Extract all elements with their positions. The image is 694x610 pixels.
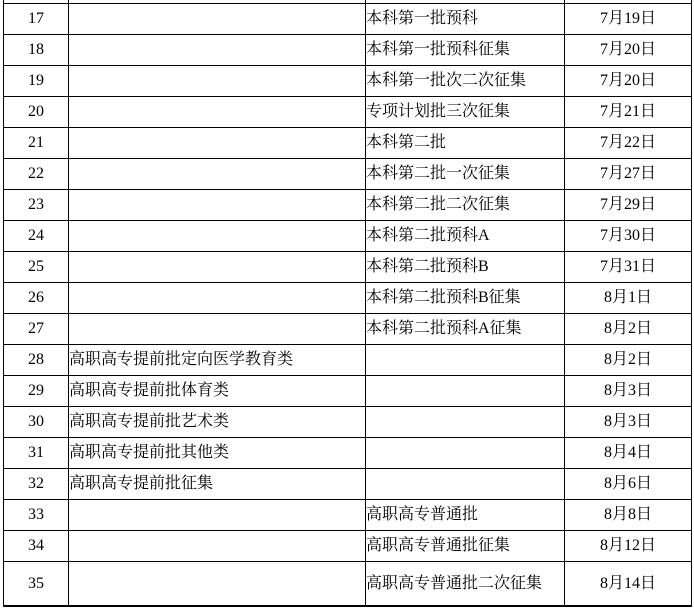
- cell-row-number: 32: [4, 469, 69, 500]
- cell-date: 8月14日: [565, 562, 692, 607]
- cell-advance-batch: 高职高专提前批其他类: [69, 438, 366, 469]
- cell-date: 7月21日: [565, 97, 692, 128]
- cell-row-number: 21: [4, 128, 69, 159]
- table-row: [4, 4, 692, 35]
- table-row: [4, 469, 692, 500]
- cell-batch: 高职高专普通批二次征集: [366, 562, 565, 607]
- cell-advance-batch: [69, 4, 366, 35]
- cell-row-number: 26: [4, 283, 69, 314]
- cell-row-number: 35: [4, 562, 69, 607]
- cell-date: 8月3日: [565, 407, 692, 438]
- cell-batch: [366, 345, 565, 376]
- cell-date: 8月2日: [565, 314, 692, 345]
- cell-date: 7月22日: [565, 128, 692, 159]
- cell-advance-batch: [69, 97, 366, 128]
- cell-batch: 本科第二批二次征集: [366, 190, 565, 221]
- table-row: [4, 500, 692, 531]
- cell-row-number: 28: [4, 345, 69, 376]
- cell-advance-batch: 高职高专提前批定向医学教育类: [69, 345, 366, 376]
- cell-date: 7月20日: [565, 35, 692, 66]
- table-row: [4, 97, 692, 128]
- cell-row-number: 23: [4, 190, 69, 221]
- table-row: [4, 438, 692, 469]
- cell-date: 7月19日: [565, 4, 692, 35]
- cell-batch: 本科第二批预科A征集: [366, 314, 565, 345]
- cell-advance-batch: [69, 190, 366, 221]
- cell-row-number: 20: [4, 97, 69, 128]
- cell-row-number: 22: [4, 159, 69, 190]
- cell-batch: 本科第二批: [366, 128, 565, 159]
- cell-row-number: 24: [4, 221, 69, 252]
- cell-advance-batch: [69, 314, 366, 345]
- cell-advance-batch: [69, 159, 366, 190]
- cell-row-number: 19: [4, 66, 69, 97]
- cell-date: 8月4日: [565, 438, 692, 469]
- cell-batch: 高职高专普通批: [366, 500, 565, 531]
- cell-advance-batch: [69, 66, 366, 97]
- cell-row-number: 30: [4, 407, 69, 438]
- table-row: [4, 159, 692, 190]
- cell-date: 8月1日: [565, 283, 692, 314]
- cell-row-number: 29: [4, 376, 69, 407]
- cell-date: 7月29日: [565, 190, 692, 221]
- cell-advance-batch: [69, 283, 366, 314]
- cell-advance-batch: [69, 221, 366, 252]
- cell-advance-batch: [69, 128, 366, 159]
- cell-row-number: 25: [4, 252, 69, 283]
- cell-date: 8月12日: [565, 531, 692, 562]
- table-row: [4, 376, 692, 407]
- cell-advance-batch: 高职高专提前批艺术类: [69, 407, 366, 438]
- cell-advance-batch: [69, 500, 366, 531]
- table-row: [4, 407, 692, 438]
- cell-date: 8月2日: [565, 345, 692, 376]
- table-row: [4, 345, 692, 376]
- cell-batch: 本科第一批次二次征集: [366, 66, 565, 97]
- cell-batch: 本科第一批预科: [366, 4, 565, 35]
- cell-batch: [366, 438, 565, 469]
- cell-row-number: 17: [4, 4, 69, 35]
- table-row: [4, 66, 692, 97]
- cell-batch: [366, 407, 565, 438]
- cell-batch: 本科第二批预科A: [366, 221, 565, 252]
- cell-batch: [366, 376, 565, 407]
- cell-row-number: 27: [4, 314, 69, 345]
- cell-row-number: 34: [4, 531, 69, 562]
- table-row: [4, 252, 692, 283]
- table-row: [4, 283, 692, 314]
- cell-batch: [366, 469, 565, 500]
- cell-batch: 本科第二批一次征集: [366, 159, 565, 190]
- cell-advance-batch: 高职高专提前批征集: [69, 469, 366, 500]
- cell-advance-batch: [69, 35, 366, 66]
- cell-date: 8月8日: [565, 500, 692, 531]
- cell-row-number: 31: [4, 438, 69, 469]
- table-row: [4, 35, 692, 66]
- cell-batch: 本科第二批预科B征集: [366, 283, 565, 314]
- cell-batch: 高职高专普通批征集: [366, 531, 565, 562]
- cell-advance-batch: [69, 562, 366, 607]
- cell-date: 7月31日: [565, 252, 692, 283]
- cell-date: 7月20日: [565, 66, 692, 97]
- cell-row-number: 33: [4, 500, 69, 531]
- cell-advance-batch: 高职高专提前批体育类: [69, 376, 366, 407]
- cell-date: 8月6日: [565, 469, 692, 500]
- cell-batch: 本科第一批预科征集: [366, 35, 565, 66]
- table-row: [4, 190, 692, 221]
- table-row: [4, 531, 692, 562]
- cell-advance-batch: [69, 252, 366, 283]
- table-row: [4, 221, 692, 252]
- cell-date: 8月3日: [565, 376, 692, 407]
- table-row: [4, 314, 692, 345]
- cell-advance-batch: [69, 531, 366, 562]
- cell-date: 7月30日: [565, 221, 692, 252]
- cell-row-number: 18: [4, 35, 69, 66]
- cell-batch: 本科第二批预科B: [366, 252, 565, 283]
- cell-date: 7月27日: [565, 159, 692, 190]
- cell-batch: 专项计划批三次征集: [366, 97, 565, 128]
- table-row: [4, 128, 692, 159]
- table-row: [4, 562, 692, 607]
- admission-schedule-table: [3, 0, 692, 607]
